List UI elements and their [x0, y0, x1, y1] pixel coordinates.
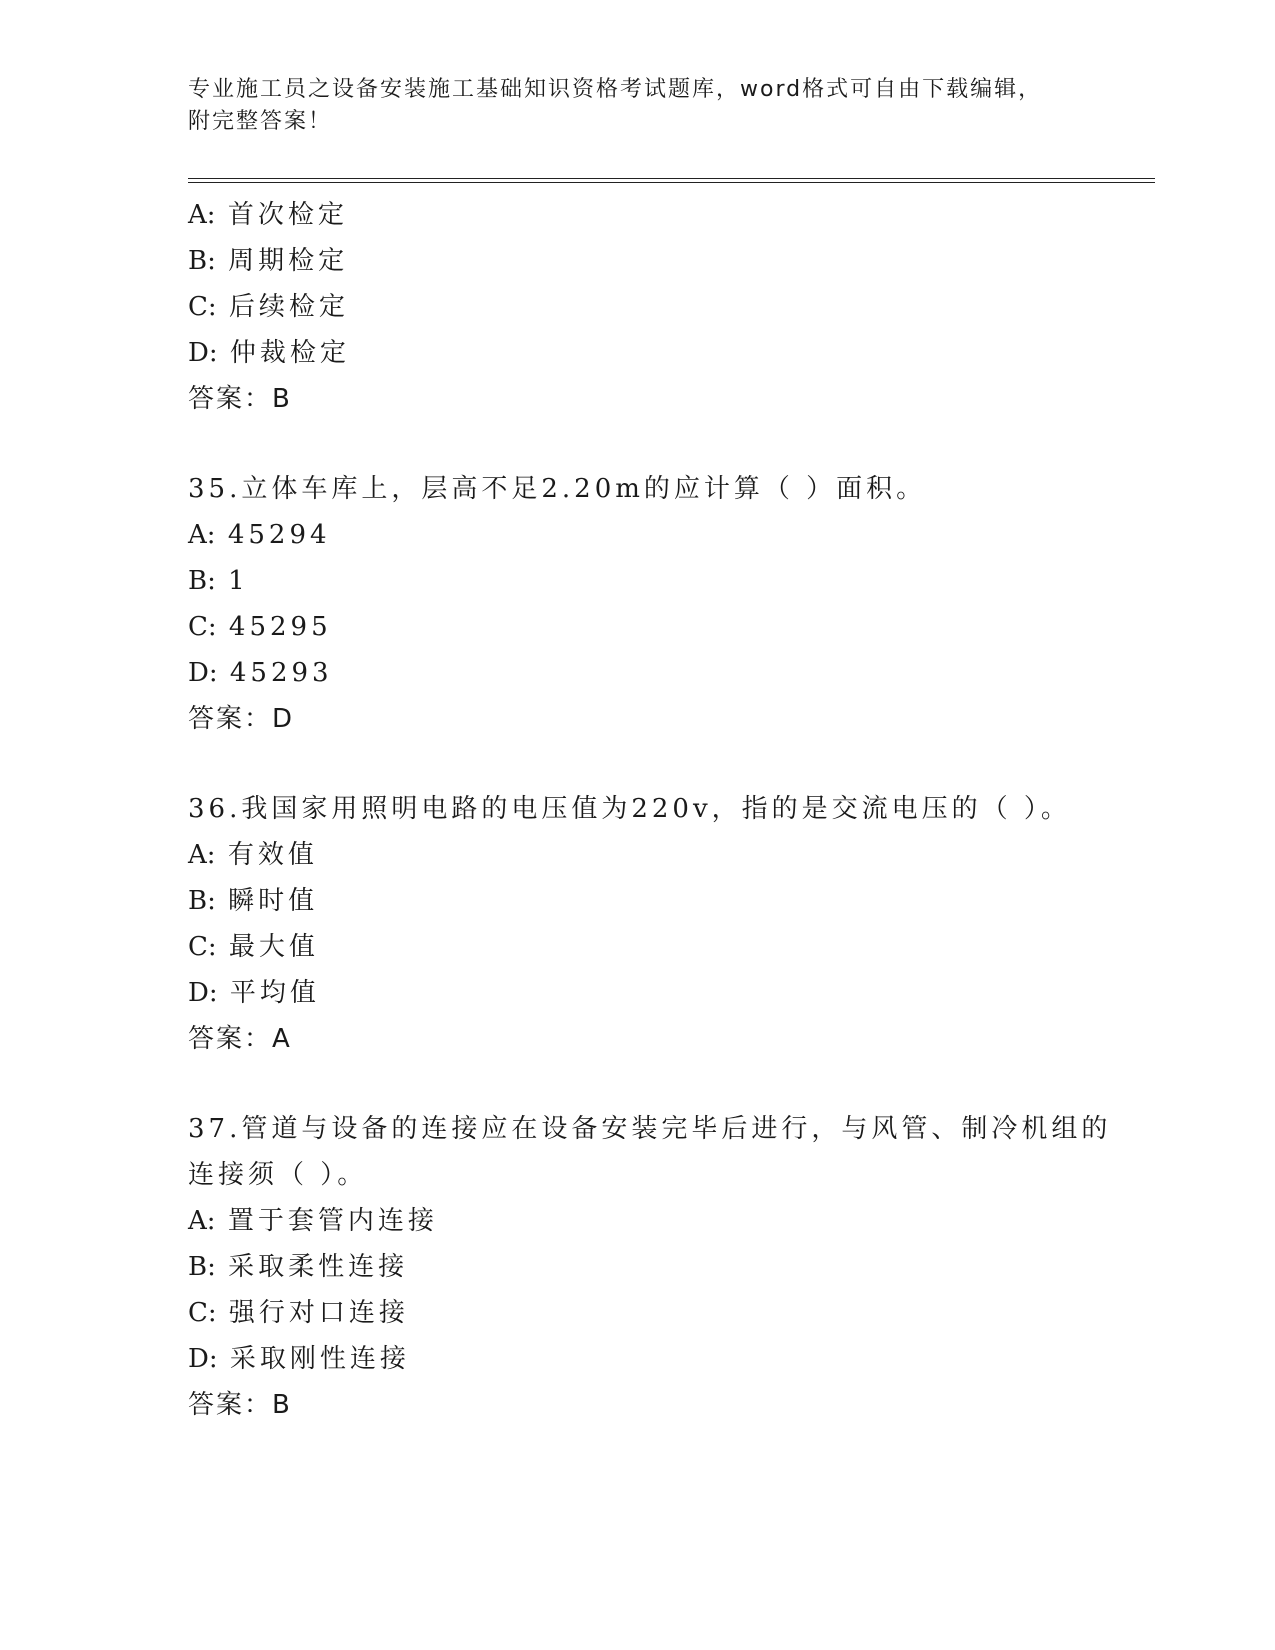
header-divider-top [188, 178, 1155, 179]
answer-line: 答案：B [188, 384, 292, 414]
option-text: 有效值 [227, 840, 318, 870]
option-d [188, 1336, 1168, 1382]
question-list [188, 192, 1168, 1428]
question-stem: 36.我国家用照明电路的电压值为220v，指的是交流电压的（ ）。 [188, 794, 1071, 824]
option-key: A: [188, 1206, 216, 1236]
option-c [188, 284, 1168, 330]
option-text: 周期检定 [228, 246, 349, 276]
option-c [188, 924, 1168, 970]
option-text: 强行对口连接 [228, 1298, 409, 1328]
option-b [188, 878, 1168, 924]
option-key: D: [188, 338, 218, 368]
option-key: B: [188, 886, 216, 916]
option-key: C: [188, 292, 217, 322]
question-stem: 35.立体车库上，层高不足2.20m的应计算（ ）面积。 [188, 474, 927, 504]
option-key: A: [188, 840, 216, 870]
header-divider-bottom [188, 182, 1155, 183]
option-key: C: [188, 612, 217, 642]
option-key: D: [188, 978, 218, 1008]
option-text: 平均值 [229, 978, 320, 1008]
option-a [188, 192, 1168, 238]
option-key: B: [188, 246, 216, 276]
option-key: A: [188, 520, 216, 550]
option-d [188, 650, 1168, 696]
option-b [188, 1244, 1168, 1290]
option-a [188, 1198, 1168, 1244]
question-block-34 [188, 192, 1168, 422]
option-text: 仲裁检定 [229, 338, 350, 368]
option-text: 后续检定 [228, 292, 349, 322]
question-block-37 [188, 1106, 1168, 1428]
question-block-35 [188, 466, 1168, 742]
option-b [188, 238, 1168, 284]
question-block-36 [188, 786, 1168, 1062]
option-text: 采取刚性连接 [229, 1344, 410, 1374]
option-text: 瞬时值 [228, 886, 319, 916]
option-text: 45293 [229, 658, 333, 688]
option-key: D: [188, 1344, 218, 1374]
option-a [188, 832, 1168, 878]
option-key: C: [188, 1298, 217, 1328]
option-c [188, 1290, 1168, 1336]
header-title-line-1: 专业施工员之设备安装施工基础知识资格考试题库，word格式可自由下载编辑， [188, 77, 1043, 102]
option-text: 45295 [228, 612, 332, 642]
option-key: B: [188, 566, 216, 596]
option-d [188, 970, 1168, 1016]
option-text: 45294 [227, 520, 331, 550]
option-key: B: [188, 1252, 216, 1282]
option-b [188, 558, 1168, 604]
option-d [188, 330, 1168, 376]
answer-line: 答案：A [188, 1024, 292, 1054]
option-key: A: [188, 200, 216, 230]
option-key: C: [188, 932, 217, 962]
document-header [188, 74, 1088, 138]
option-text: 首次检定 [227, 200, 348, 230]
option-text: 置于套管内连接 [227, 1206, 438, 1236]
question-stem-line-2: 连接须（ ）。 [188, 1160, 368, 1190]
option-text: 最大值 [228, 932, 319, 962]
question-stem-line-1: 37.管道与设备的连接应在设备安装完毕后进行，与风管、制冷机组的 [188, 1114, 1112, 1144]
option-text: 1 [228, 566, 249, 596]
option-text: 采取柔性连接 [228, 1252, 409, 1282]
header-title-line-2: 附完整答案！ [188, 109, 333, 134]
option-c [188, 604, 1168, 650]
answer-line: 答案：D [188, 704, 295, 734]
option-key: D: [188, 658, 218, 688]
option-a [188, 512, 1168, 558]
answer-line: 答案：B [188, 1390, 292, 1420]
